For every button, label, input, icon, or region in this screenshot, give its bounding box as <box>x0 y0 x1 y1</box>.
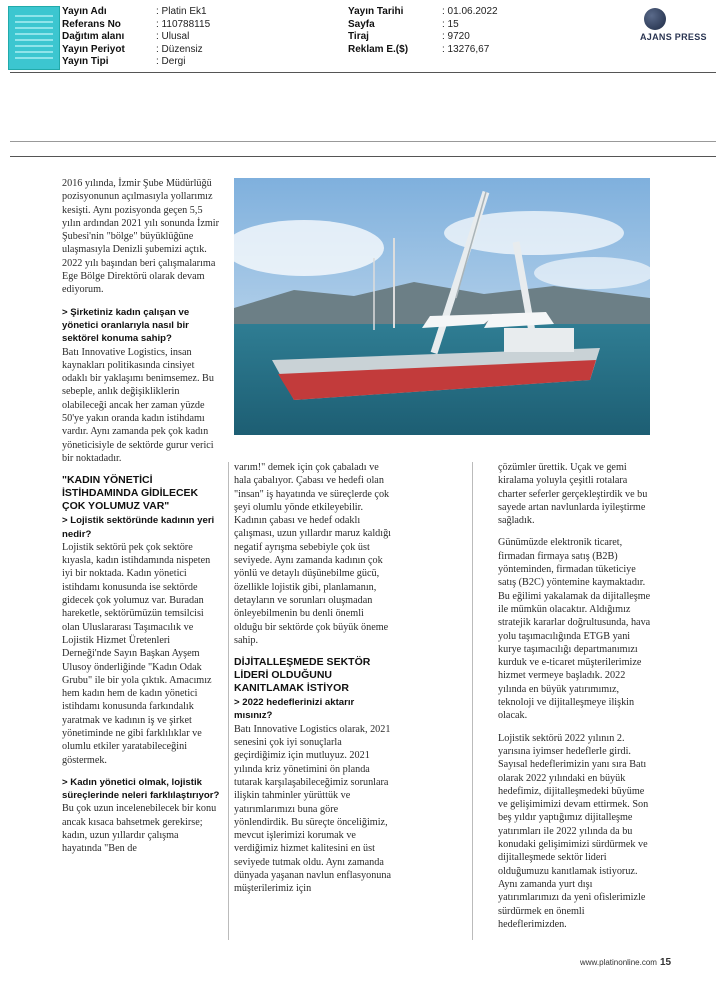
meta-value: : 01.06.2022 <box>442 6 498 17</box>
meta-key: Dağıtım alanı <box>62 31 125 42</box>
section-heading: DİJİTALLEŞMEDE SEKTÖR LİDERİ OLDUĞUNU KANITLAMAK İSTİYOR <box>234 656 371 695</box>
footer-site: www.platinonline.com <box>580 958 657 967</box>
meta-value: : Ulusal <box>156 31 190 42</box>
meta-value: : Dergi <box>156 56 186 67</box>
article-column-3 <box>498 461 654 940</box>
meta-value: : 110788115 <box>156 18 211 30</box>
paragraph: varım!" demek için çok çabaladı ve hala çabalıyor. Çabası ve hedefi olan "insan" iş hayatında ve süreçlerde çok şeyi olumlu yönde etkileyebilir. Kadının çabası ve hedef odaklı çalışması, uzun yıllardır maruz kaldığı negatif ayrışma sebebiyle çok üst seviyede. Aynı zamanda kadının çok yönlü ve detaylı düşünebilme gücü, özellikle lojistik gibi, planlamanın, detayların ve sorunları oluşmadan önleyebilmenin bu denli önemli olduğu bir sektörde çok büyük öneme sahip. <box>234 462 392 646</box>
meta-key: Referans No <box>62 18 121 30</box>
page-footer <box>580 957 671 968</box>
press-clipping-header <box>0 0 724 72</box>
meta-key: Sayfa <box>348 18 375 30</box>
column-divider <box>228 462 229 940</box>
ship-photo <box>234 178 650 435</box>
paragraph: Batı Innovative Logistics olarak, 2021 senesini çok iyi sonuçlarla geçirdiğimiz için mutluyuz. 2021 yılında kriz yönetimini ön planda tutarak karşılaşabileceğimiz sorunlara ilişkin tahminler yürüttük ve yatırımlarımızı buna göre yönlendirdik. Bu süreçte önceliğimiz, mevcut işlerimizi korumak ve verdiğimiz hizmet kalitesini en üst seviyede tutmak oldu. Aynı zamanda dünyada yaşanan navlun enflasyonuna müşterilerimiz için <box>234 723 392 895</box>
meta-value: : Düzensiz <box>156 43 203 55</box>
paragraph: Lojistik sektörü 2022 yılının 2. yarısına iyimser hedeflerle girdi. Sayısal hedeflerimizin yanı sıra Batı olarak 2022 yılındaki en büyük hedefimiz, dijitalleşmedeki büyüme ve gelişimimizi devam ettirmek. Son beş yıldır yaptığımız dijitalleşme yatırımları ile 2022 yılında da bu konudaki gelişimimizi sürdürmek ve dijitalleşmede sektör lideri olduğumuzu kanıtlamak istiyoruz. Aynı zamanda yurt dışı yatırımlarımızı da yeni ofislerimizle sürdürmek en önemli hedeflerimizden. <box>498 732 649 930</box>
meta-value: : 15 <box>442 18 459 30</box>
paragraph: Bu çok uzun incelenebilecek bir konu ancak kısaca bahsetmek gerekirse; kadın, uzun yıllardır çalışma hayatında "Ben de <box>62 803 217 855</box>
ajans-press-logo <box>640 8 707 42</box>
column-divider <box>472 462 473 940</box>
meta-key: Reklam E.($) <box>348 43 409 55</box>
paragraph: Batı Innovative Logistics, insan kaynakları politikasında cinsiyet odaklı bir yaklaşımı benimsemez. Bu sebeple, anlık değişikliklerin olabileceği ancak her zaman yüzde 50'ye yakın oranda kadın istihdamı vardır. Aynı zamanda pek çok kadın yöneticisiyle de sektörde gurur verici bir noktadadır. <box>62 346 214 464</box>
divider <box>10 156 716 157</box>
meta-key: Tiraj <box>348 31 369 42</box>
article-column-2 <box>234 461 392 905</box>
question: > Kadın yönetici olmak, lojistik süreçlerinde neleri farklılaştırıyor? <box>62 776 220 802</box>
paragraph: çözümler ürettik. Uçak ve gemi kiralama yoluyla çeşitli rotalara charter seferler gerçekleştirdik ve bu sayede artan navlunlarda iyileştirme sağladık. <box>498 462 648 527</box>
section-heading: "KADIN YÖNETİCİ İSTİHDAMINDA GİDİLECEK ÇOK YOLUMUZ VAR" <box>62 474 199 513</box>
meta-key: Yayın Tarihi <box>348 6 404 17</box>
paragraph: Lojistik sektörü pek çok sektöre kıyasla, kadın istihdamında nispeten iyi bir noktada. Kadın yönetici istihdamı konusunda ise sektörde gidecek çok yolumuz var. Buradan hareketle, sektörümüzün temsilcisi olan Uluslararası Taşımacılık ve Lojistik Hizmet Üretenleri Derneği'nde Sayın Başkan Ayşem Ulusoy önderliğinde "Kadın Odak Grubu" ile bir yola çıktık. Amacımız hem kadın hem de kadın yönetici istihdamı konusunda farkındalık yaratmak ve kadının iş ve şirket yönetiminde ne gibi farklılıklar ve olumlu etkiler yaratabileceğini göstermek. <box>62 541 212 766</box>
metadata-left <box>62 6 210 69</box>
paragraph: Günümüzde elektronik ticaret, firmadan firmaya satış (B2B) yönteminden, firmadan tüketiciye satış (B2C) yöntemine kaymaktadır. Bu eğilimi yakalamak da dijitalleşme ile mümkün olacaktır. Aldığımız stratejik kararlar doğrultusunda, hava yolu taşımacılığında ETGB yani kurye taşımacılığı departmanımızı kurduk ve e-ticaret müşterilerimize hizmet vermeye başladık. 2022 yılında en büyük yatırımımız, teknoloji ve dijitalleşmeye ilişkin olacak. <box>498 537 651 722</box>
divider <box>10 72 716 73</box>
question: > Lojistik sektöründe kadının yeri nedir? <box>62 515 215 540</box>
globe-icon <box>644 8 666 30</box>
meta-value: : Platin Ek1 <box>156 6 207 17</box>
logo-text: AJANS PRESS <box>640 32 707 42</box>
page-number: 15 <box>659 957 672 968</box>
paragraph: 2016 yılında, İzmir Şube Müdürlüğü pozisyonunun açılmasıyla yollarımız kesişti. Aynı pozisyonda geçen 5,5 yılın ardından 2021 yılı sonunda İzmir Şubesi'nin "bölge" büyüklüğüne ulaşmasıyla Denizli şubemizi açtık. 2022 yılı başından beri çalışmalarıma Ege Bölge Direktörü olarak devam ediyorum. <box>62 178 220 296</box>
article-column-1 <box>62 177 220 865</box>
question: > Şirketiniz kadın çalışan ve yönetici oranlarıyla nasıl bir sektörel konuma sahip? <box>62 306 190 345</box>
meta-value: : 9720 <box>442 31 470 42</box>
meta-key: Yayın Adı <box>62 6 107 17</box>
meta-value: : 13276,67 <box>442 43 490 55</box>
divider <box>10 141 716 142</box>
metadata-right <box>348 6 498 56</box>
meta-key: Yayın Periyot <box>62 43 125 55</box>
question: > 2022 hedeflerinizi aktarır mısınız? <box>234 697 355 722</box>
page-thumbnail <box>8 6 60 70</box>
meta-key: Yayın Tipi <box>62 56 109 67</box>
